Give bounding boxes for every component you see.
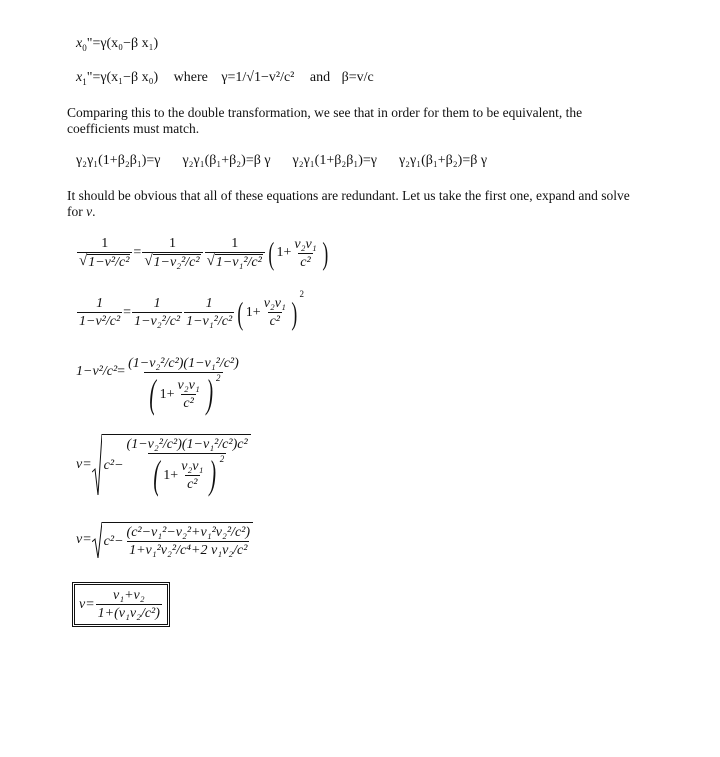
equation-x1-prime — [76, 70, 374, 86]
big-sqrt — [92, 434, 251, 495]
radicand: 1−v₁²/c² — [215, 255, 262, 270]
v-equals: v= — [76, 456, 92, 472]
fraction-rhs — [126, 356, 241, 414]
eq1-sub: 0 — [82, 42, 87, 53]
eq2-var: x — [76, 70, 83, 85]
right-paren: ) — [291, 294, 298, 331]
numerator: v₁+v₂ — [112, 588, 145, 603]
radicand — [102, 434, 251, 495]
eq2-sub: 1 — [82, 76, 87, 87]
final-result — [74, 584, 168, 625]
numerator: 1 — [96, 296, 104, 311]
eq1-prime: " — [86, 36, 93, 51]
big-sqrt — [92, 522, 253, 558]
c2-minus: c²− — [103, 533, 124, 549]
fraction-v2v1-c2 — [262, 296, 288, 329]
left-paren: ( — [237, 294, 244, 331]
coeff-eq-2: γ₂γ₁(β₁+β₂)=β γ — [182, 153, 271, 168]
denominator: 1+v₁²v₂²/c⁴+2 v₁v₂/c² — [129, 543, 248, 558]
fraction — [125, 437, 250, 495]
denominator: 1−v²/c² — [79, 314, 121, 329]
fraction-gamma1 — [205, 236, 265, 270]
coeff-eq-3: γ₂γ₁(1+β₂β₁)=γ — [292, 153, 377, 168]
eq2-rhs: =γ(x₁−β x₀) — [92, 70, 159, 85]
numerator: (1−v₂²/c²)(1−v₁²/c²)c² — [126, 437, 248, 452]
derivation-step-5 — [76, 522, 253, 558]
numerator: 1 — [153, 296, 161, 311]
denominator: c² — [183, 395, 194, 411]
right-paren: ) — [209, 452, 217, 497]
beta-definition: β=v/c — [341, 70, 374, 85]
left-paren: ( — [149, 371, 157, 416]
v-equals: v= — [79, 596, 95, 612]
paragraph-redundant-text: It should be obvious that all of these equations are redundant. Let us take the first one, expand and solve for — [67, 188, 630, 219]
radicand: 1−v₂²/c² — [153, 255, 200, 270]
fraction-v2v1-c2 — [179, 459, 205, 492]
paragraph-redundant-end: . — [92, 204, 96, 219]
eq2-prime: " — [86, 70, 93, 85]
numerator: 1 — [205, 296, 213, 311]
final-result-box — [72, 582, 170, 627]
where-label: where — [173, 70, 208, 85]
v-equals: v= — [76, 532, 92, 547]
equals: = — [123, 304, 132, 320]
paragraph-redundant — [67, 188, 647, 220]
radicand: 1−v²/c² — [88, 255, 130, 270]
eq1-var: x — [76, 36, 83, 51]
numerator: (1−v₂²/c²)(1−v₁²/c²) — [128, 356, 239, 371]
lhs: 1−v²/c² — [76, 364, 118, 379]
numerator: v₂v₁ — [177, 377, 200, 393]
left-paren: ( — [268, 235, 275, 271]
fraction-gamma1-sq — [184, 296, 234, 329]
eq1-rhs: =γ(x₀−β x₁) — [92, 36, 159, 51]
fraction-lhs — [77, 236, 132, 270]
coefficient-equations — [76, 153, 487, 169]
numerator: v₂v₁ — [263, 296, 286, 311]
right-paren: ) — [321, 235, 328, 271]
radical-sign-icon — [92, 434, 102, 495]
fraction-v2v1-c2 — [176, 378, 202, 411]
denominator: 1+(v₁v₂/c²) — [97, 606, 160, 621]
denominator: c² — [300, 254, 311, 270]
and-label: and — [309, 70, 331, 85]
fraction-gamma2 — [142, 236, 202, 270]
denominator: 1−v₁²/c² — [186, 314, 233, 329]
derivation-step-1 — [76, 236, 330, 270]
derivation-step-2: $\frac{1}{\text{1−v²/c²}}$ = $\frac{1}{\text{1−v₂²/c²}}$ $\frac{1}{\text{1−v₁²/c²}}$ ( 1+ $\frac{\text{v₂v₁}}{\text{c²}}$ ) 2 — [79, 289, 305, 331]
denominator: c² — [187, 476, 198, 492]
gamma-definition: γ=1/√1−v²/c² — [221, 70, 295, 85]
one-plus: 1+ — [163, 467, 179, 483]
denominator: c² — [269, 314, 280, 329]
derivation-step-4 — [76, 434, 251, 495]
fraction-gamma2-sq — [132, 296, 182, 329]
velocity-addition-fraction — [96, 588, 162, 621]
derivation-step-3 — [76, 356, 242, 414]
sqrt: √ 1−v₁²/c² — [206, 253, 262, 270]
denominator: 1−v₂²/c² — [134, 314, 181, 329]
sqrt: √ 1−v₂²/c² — [144, 253, 200, 270]
numerator: v₂v₁ — [181, 458, 204, 474]
equals: = — [133, 245, 142, 260]
coeff-eq-1: γ₂γ₁(1+β₂β₁)=γ — [76, 153, 161, 168]
fraction — [125, 525, 253, 558]
left-paren: ( — [153, 452, 160, 497]
numerator: (c²−v₁²−v₂²+v₁²v₂²/c²) — [126, 525, 251, 540]
coeff-eq-4: γ₂γ₁(β₁+β₂)=β γ — [398, 153, 488, 168]
c2-minus: c²− — [103, 458, 124, 473]
numerator: 1 — [231, 236, 239, 251]
fraction-v2v1-c2 — [292, 237, 318, 270]
right-paren: ) — [206, 371, 213, 416]
paragraph-redundant-var: v — [86, 204, 93, 219]
equals: = — [117, 364, 126, 379]
radicand — [102, 522, 253, 558]
numerator: 1 — [101, 236, 109, 251]
fraction-lhs — [77, 296, 122, 329]
paragraph-comparing: Comparing this to the double transformation, we see that in order for them to be equivalent, the coefficients must match. — [67, 105, 583, 136]
equation-x0-prime — [76, 36, 158, 52]
one-plus: 1+ — [245, 304, 261, 320]
radical-sign-icon — [92, 522, 102, 558]
numerator: v₂v₁ — [294, 236, 317, 252]
denominator: ( 1+ $\frac{\text{v₂v₁}}{\text{c²}}$ ) 2 — [148, 453, 226, 495]
numerator: 1 — [168, 236, 176, 251]
sqrt: √ 1−v²/c² — [79, 253, 130, 270]
denominator: ( 1+ $\frac{\text{v₂v₁}}{\text{c²}}$ ) 2 — [144, 372, 222, 414]
one-plus: 1+ — [276, 245, 292, 260]
one-plus: 1+ — [159, 386, 175, 402]
